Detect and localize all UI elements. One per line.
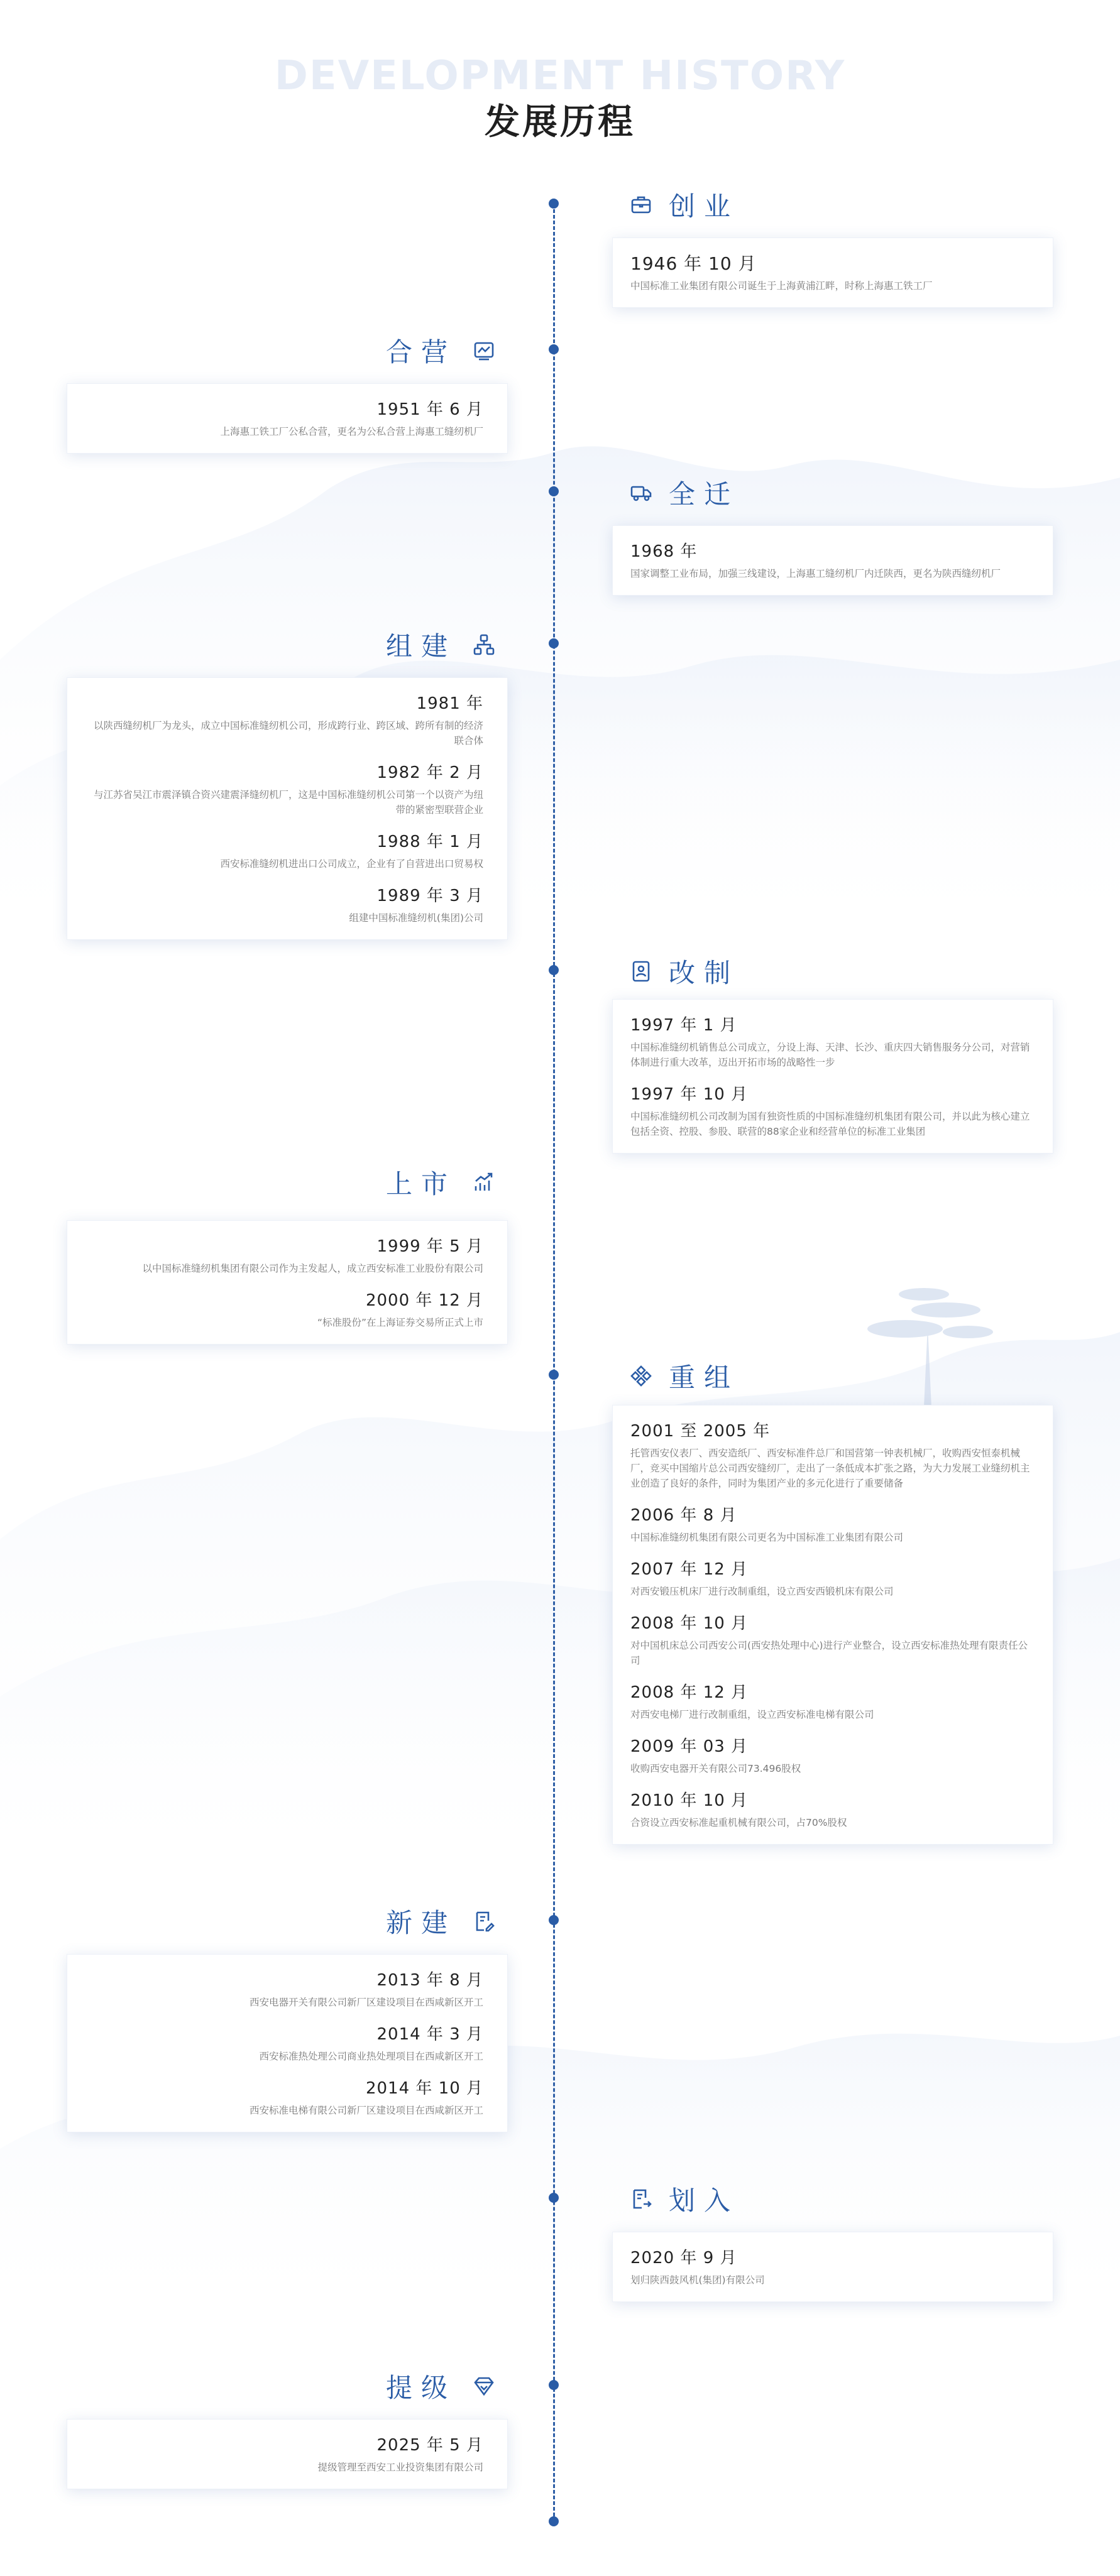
stage-label-text: 上市 bbox=[385, 1169, 456, 1199]
stage-title-upgrade bbox=[386, 2367, 495, 2405]
event-description: 西安标准热处理公司商业热处理项目在西咸新区开工 bbox=[259, 2051, 483, 2062]
event-date: 2014 年 3 月 bbox=[376, 2025, 483, 2044]
stage-label-text: 合营 bbox=[385, 337, 456, 368]
timeline-dot bbox=[549, 2380, 559, 2390]
stage-card-transfer bbox=[612, 2232, 1053, 2302]
event-date: 1982 年 2 月 bbox=[376, 763, 483, 782]
page-title: 发展历程 bbox=[485, 102, 635, 143]
event-date: 1946 年 10 月 bbox=[630, 253, 757, 274]
event-description: 收购西安电器开关有限公司73.496股权 bbox=[630, 1763, 801, 1774]
event-date: 2010 年 10 月 bbox=[630, 1791, 749, 1810]
event-description: 西安标准缝纫机进出口公司成立，企业有了自营进出口贸易权 bbox=[220, 858, 483, 870]
event-description: 组建中国标准缝纫机(集团)公司 bbox=[349, 912, 483, 924]
event-date: 2025 年 5 月 bbox=[376, 2436, 483, 2455]
event-item bbox=[85, 1235, 483, 1276]
event-item bbox=[85, 1968, 483, 2010]
stage-title-reorganization bbox=[630, 1357, 739, 1395]
stage-card-restructuring bbox=[612, 999, 1053, 1154]
event-item bbox=[630, 1681, 1035, 1722]
stage-title-relocation bbox=[630, 474, 739, 511]
event-description: 以陕西缝纫机厂为龙头，成立中国标准缝纫机公司，形成跨行业、跨区域、跨所有制的经济联合体 bbox=[93, 720, 483, 746]
stage-label-text: 划入 bbox=[669, 2185, 740, 2216]
event-description: 中国标准缝纫机集团有限公司更名为中国标准工业集团有限公司 bbox=[630, 1532, 904, 1543]
briefcase-icon bbox=[630, 194, 652, 216]
event-item bbox=[85, 2022, 483, 2064]
stage-title-listing bbox=[386, 1164, 495, 1201]
timeline-dot bbox=[549, 638, 559, 648]
stage-title-restructuring bbox=[630, 952, 739, 990]
timeline-dot bbox=[549, 344, 559, 354]
event-date: 2020 年 9 月 bbox=[630, 2249, 737, 2268]
event-date: 1951 年 6 月 bbox=[376, 400, 483, 419]
event-item bbox=[630, 252, 1035, 293]
timeline-dot bbox=[549, 965, 559, 975]
event-description: 划归陕西鼓风机(集团)有限公司 bbox=[630, 2274, 765, 2286]
timeline-axis bbox=[553, 204, 555, 2522]
event-date: 1968 年 bbox=[630, 542, 698, 561]
event-description: 西安标准电梯有限公司新厂区建设项目在西咸新区开工 bbox=[249, 2105, 483, 2116]
background-english-title: DEVELOPMENT HISTORY bbox=[274, 53, 846, 92]
event-date: 1988 年 1 月 bbox=[376, 832, 483, 851]
event-description: 提级管理至西安工业投资集团有限公司 bbox=[317, 2462, 483, 2473]
event-description: 中国标准工业集团有限公司诞生于上海黄浦江畔，时称上海惠工铁工厂 bbox=[630, 280, 933, 292]
id-badge-icon bbox=[630, 960, 652, 983]
event-date: 1997 年 1 月 bbox=[630, 1016, 737, 1035]
event-item bbox=[85, 2433, 483, 2475]
timeline-dot bbox=[549, 1370, 559, 1380]
truck-icon bbox=[630, 481, 652, 504]
event-date: 2007 年 12 月 bbox=[630, 1560, 749, 1579]
document-edit-icon bbox=[473, 1910, 495, 1933]
event-date: 2000 年 12 月 bbox=[365, 1291, 483, 1310]
event-date: 2008 年 12 月 bbox=[630, 1683, 749, 1702]
event-description: 中国标准缝纫机公司改制为国有独资性质的中国标准缝纫机集团有限公司，并以此为核心建立包括全资、控股、参股、联营的88家企业和经营单位的标准工业集团 bbox=[630, 1111, 1030, 1137]
stage-card-founding bbox=[612, 237, 1053, 308]
stage-label-text: 创业 bbox=[669, 191, 740, 222]
event-item bbox=[630, 1789, 1035, 1830]
stage-title-formation bbox=[386, 626, 495, 663]
document-transfer-icon bbox=[630, 2188, 652, 2210]
event-description: “标准股份”在上海证券交易所正式上市 bbox=[317, 1317, 483, 1328]
event-date: 1989 年 3 月 bbox=[376, 887, 483, 905]
event-item bbox=[85, 2077, 483, 2118]
timeline-dot bbox=[549, 199, 559, 209]
stage-title-founding bbox=[630, 186, 739, 224]
event-item bbox=[85, 830, 483, 871]
event-date: 2001 至 2005 年 bbox=[630, 1422, 771, 1441]
rising-chart-icon bbox=[473, 1171, 495, 1194]
event-date: 1999 年 5 月 bbox=[376, 1237, 483, 1256]
event-item bbox=[630, 1419, 1035, 1491]
stage-label-text: 全迁 bbox=[669, 479, 740, 510]
stage-label-text: 组建 bbox=[385, 631, 456, 662]
event-date: 2006 年 8 月 bbox=[630, 1506, 737, 1525]
event-description: 中国标准缝纫机销售总公司成立，分设上海、天津、长沙、重庆四大销售服务分公司，对营销体制进行重大改革，迈出开拓市场的战略性一步 bbox=[630, 1042, 1030, 1068]
event-date: 2008 年 10 月 bbox=[630, 1614, 749, 1633]
stage-label-text: 新建 bbox=[385, 1907, 456, 1938]
event-description: 对中国机床总公司西安公司(西安热处理中心)进行产业整合，设立西安标准热处理有限责任公司 bbox=[630, 1640, 1028, 1666]
stage-label-text: 重组 bbox=[669, 1362, 740, 1393]
event-item bbox=[85, 692, 483, 748]
stage-card-listing bbox=[67, 1220, 508, 1345]
event-item bbox=[85, 398, 483, 439]
org-chart-icon bbox=[473, 633, 495, 656]
stage-card-new-construction bbox=[67, 1954, 508, 2132]
stage-card-joint-venture bbox=[67, 383, 508, 454]
event-item bbox=[630, 1083, 1035, 1139]
stage-card-reorganization bbox=[612, 1405, 1053, 1845]
stage-label-text: 改制 bbox=[669, 958, 740, 988]
event-description: 国家调整工业布局，加强三线建设，上海惠工缝纫机厂内迁陕西，更名为陕西缝纫机厂 bbox=[630, 568, 1001, 579]
event-item bbox=[630, 2246, 1035, 2288]
event-description: 以中国标准缝纫机集团有限公司作为主发起人，成立西安标准工业股份有限公司 bbox=[142, 1263, 483, 1274]
stage-card-relocation bbox=[612, 525, 1053, 596]
event-description: 西安电器开关有限公司新厂区建设项目在西咸新区开工 bbox=[249, 1997, 483, 2008]
event-description: 对西安锻压机床厂进行改制重组，设立西安西锻机床有限公司 bbox=[630, 1586, 894, 1597]
event-date: 1981 年 bbox=[416, 694, 483, 713]
event-item bbox=[630, 1735, 1035, 1776]
event-item bbox=[85, 884, 483, 925]
chart-board-icon bbox=[473, 339, 495, 362]
timeline-dot bbox=[549, 1915, 559, 1925]
event-description: 合资设立西安标准起重机械有限公司，占70%股权 bbox=[630, 1817, 847, 1828]
stage-label-text: 提级 bbox=[385, 2372, 456, 2403]
stage-card-upgrade bbox=[67, 2419, 508, 2489]
event-description: 对西安电梯厂进行改制重组，设立西安标准电梯有限公司 bbox=[630, 1709, 874, 1720]
timeline-dot bbox=[549, 486, 559, 496]
event-date: 2014 年 10 月 bbox=[365, 2079, 483, 2098]
stage-title-joint-venture bbox=[386, 332, 495, 369]
timeline-dot bbox=[549, 2193, 559, 2203]
event-item bbox=[630, 540, 1035, 581]
diamond-cluster-icon bbox=[630, 1365, 652, 1387]
event-description: 上海惠工铁工厂公私合营，更名为公私合营上海惠工缝纫机厂 bbox=[220, 426, 483, 437]
event-date: 2009 年 03 月 bbox=[630, 1737, 749, 1756]
stage-card-formation bbox=[67, 677, 508, 940]
event-item bbox=[85, 1289, 483, 1330]
event-date: 1997 年 10 月 bbox=[630, 1085, 749, 1104]
event-item bbox=[630, 1504, 1035, 1545]
event-date: 2013 年 8 月 bbox=[376, 1971, 483, 1990]
event-item bbox=[630, 1013, 1035, 1070]
gem-icon bbox=[473, 2375, 495, 2398]
event-description: 与江苏省吴江市震泽镇合资兴建震泽缝纫机厂，这是中国标准缝纫机公司第一个以资产为纽带的紧密型联营企业 bbox=[93, 789, 483, 816]
event-item bbox=[630, 1612, 1035, 1668]
event-description: 托管西安仪表厂、西安造纸厂、西安标准件总厂和国营第一钟表机械厂，收购西安恒泰机械厂，竞买中国缩片总公司西安缝纫厂，走出了一条低成本扩张之路，为大力发展工业缝纫机主业创造了良好的条件，同时为集团产业的多元化进行了重要储备 bbox=[630, 1448, 1030, 1489]
event-item bbox=[630, 1558, 1035, 1599]
stage-title-transfer bbox=[630, 2180, 739, 2218]
timeline-dot bbox=[549, 2516, 559, 2526]
event-item bbox=[85, 761, 483, 817]
stage-title-new-construction bbox=[386, 1902, 495, 1940]
